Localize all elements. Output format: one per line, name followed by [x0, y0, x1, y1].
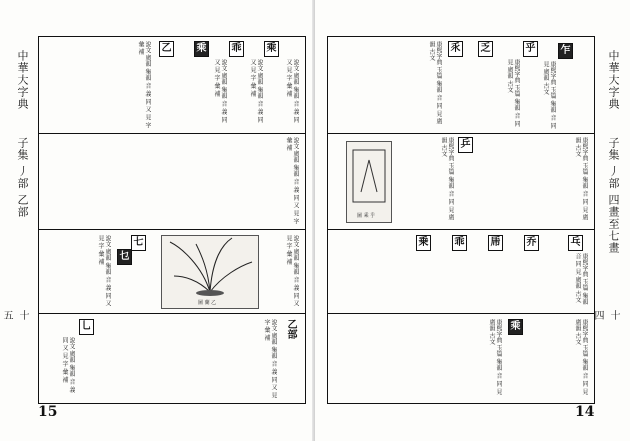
left-page-number: 15	[38, 404, 58, 420]
figure-caption: 圖 乘 乎	[357, 213, 376, 219]
right-folio: 十四	[592, 310, 619, 321]
entry-text: 說文 廣韻 集韻 音 義 同 又 見 字 彙 補	[61, 337, 75, 393]
entry-text: 說文 廣韻 集韻 音 義 同 又 見 字 彙 補	[97, 235, 111, 307]
head-char: 乔	[524, 235, 539, 251]
head-char: 乗	[416, 235, 431, 251]
head-char: 乜	[117, 249, 132, 265]
right-page	[315, 0, 630, 441]
figure-caption: 圖 蘭 乙	[198, 300, 217, 306]
right-text-frame	[327, 36, 595, 404]
entry-text: 說文 廣韻 集韻 音 義 同 又 見 字 彙 補	[285, 137, 299, 225]
section-header: 乙部	[285, 319, 296, 339]
right-margin-title: 中華大字典 子集 丿部 四畫至七畫 十四	[605, 50, 621, 254]
head-char: 乖	[452, 235, 467, 251]
plant-illustration	[161, 235, 259, 309]
left-text-frame	[38, 36, 306, 404]
entry-text: 說文 廣韻 集韻 音 義 同 又 見 字 彙 補	[285, 59, 299, 123]
head-char: 乘	[194, 41, 209, 57]
entry-text: 康熙字典 玉篇 集韻 音 同 見 廣韻 古文	[440, 137, 454, 221]
head-char: 乎	[523, 41, 538, 57]
entry-text: 康熙字典 玉篇 集韻 音 同 見 廣韻 古文	[506, 59, 520, 127]
entry-text: 說文 廣韻 集韻 音 義 同 又 見 字 彙 補	[249, 59, 263, 123]
head-char: 乓	[568, 235, 583, 251]
head-char: 乖	[229, 41, 244, 57]
head-char: 乏	[478, 41, 493, 57]
head-char: 乘	[264, 41, 279, 57]
head-char: 七	[131, 235, 146, 251]
entry-text: 康熙字典 玉篇 集韻 音 同 見 廣韻 古文	[542, 61, 556, 129]
entry-text: 說文 廣韻 集韻 音 義 同 又 見 字 彙 補	[285, 235, 299, 307]
head-char: 乒	[458, 137, 473, 153]
right-page-number: 14	[575, 404, 595, 420]
entry-text: 說文 廣韻 集韻 音 義 同 又 見 字 彙 補	[263, 319, 277, 399]
left-folio: 十五	[1, 310, 28, 321]
entry-text: 說文 廣韻 集韻 音 義 同 又 見 字 彙 補	[137, 41, 151, 129]
entry-text: 康熙字典 玉篇 集韻 音 同 見 廣韻 古文	[574, 137, 588, 221]
entry-text: 康熙字典 玉篇 集韻 音 同 見 廣韻 古文	[488, 319, 502, 395]
head-char: 乚	[79, 319, 94, 335]
head-char: 乘	[508, 319, 523, 335]
head-char: 乕	[488, 235, 503, 251]
head-char: 乑	[448, 41, 463, 57]
head-char: 乙	[159, 41, 174, 57]
figure-box	[346, 141, 392, 223]
head-char: 乍	[558, 43, 573, 59]
left-margin-title: 中華大字典 子集 丿部 乙部 十五	[14, 50, 30, 218]
orchid-drawing	[162, 236, 258, 298]
entry-text: 康熙字典 玉篇 集韻 音 同 見 廣韻 古文	[574, 253, 588, 305]
entry-text: 說文 廣韻 集韻 音 義 同 又 見 字 彙 補	[213, 59, 227, 123]
small-figure	[347, 142, 391, 210]
entry-text: 康熙字典 玉篇 集韻 音 同 見 廣韻 古文	[428, 41, 442, 125]
entry-text: 康熙字典 玉篇 集韻 音 同 見 廣韻 古文	[574, 319, 588, 395]
